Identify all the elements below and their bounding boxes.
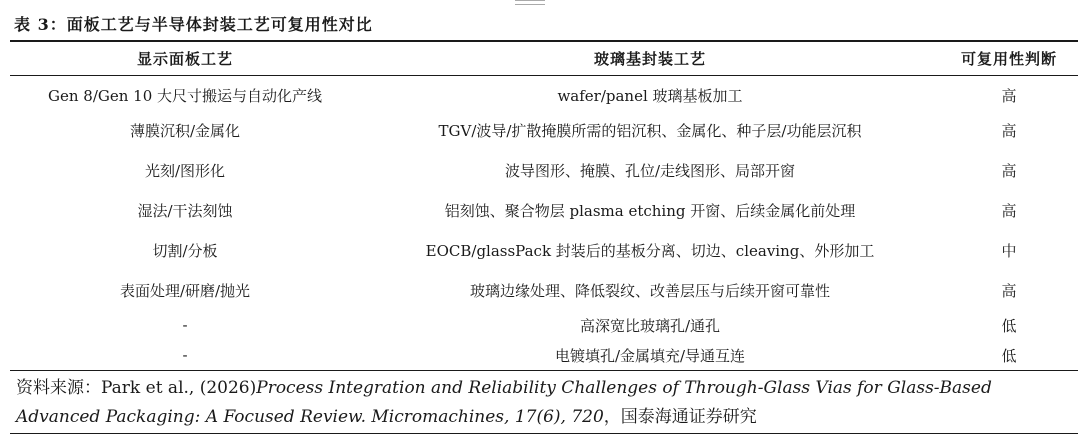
cell-reuse: 高 [1001, 161, 1017, 180]
source-suffix: ，国泰海通证券研究 [603, 407, 757, 427]
comparison-table [10, 43, 1078, 370]
column-header-panel: 显示面板工艺 [136, 50, 233, 68]
table-row [10, 310, 1078, 340]
table-row [10, 270, 1078, 310]
body-bottom-rule [10, 370, 1078, 371]
cell-glass: 高深宽比玻璃孔/通孔 [579, 316, 721, 335]
cell-panel: - [182, 346, 188, 364]
cell-reuse: 高 [1001, 86, 1017, 105]
table-row [10, 110, 1078, 150]
cell-panel: Gen 8/Gen 10 大尺寸搬运与自动化产线 [47, 86, 323, 105]
table-row [10, 80, 1078, 110]
cell-panel: 光刻/图形化 [144, 161, 226, 180]
cell-glass: EOCB/glassPack 封装后的基板分离、切边、cleaving、外形加工 [425, 241, 875, 260]
cell-panel: 薄膜沉积/金属化 [129, 121, 241, 140]
cell-glass: 铝刻蚀、聚合物层 plasma etching 开窗、后续金属化前处理 [444, 201, 856, 220]
table-row [10, 230, 1078, 270]
source-prefix: 资料来源：Park et al., (2026) [16, 378, 257, 398]
cell-glass: wafer/panel 玻璃基板加工 [557, 86, 743, 105]
source-note [16, 374, 1076, 432]
cell-reuse: 中 [1001, 241, 1017, 260]
cell-glass: 波导图形、掩膜、孔位/走线图形、局部开窗 [504, 161, 796, 180]
header-top-rule [10, 40, 1078, 42]
cell-reuse: 高 [1001, 201, 1017, 220]
table-title: 表 3：面板工艺与半导体封装工艺可复用性对比 [14, 15, 373, 34]
column-header-glass: 玻璃基封装工艺 [593, 50, 706, 68]
cell-reuse: 低 [1001, 346, 1017, 365]
top-border-fragment [515, 0, 545, 5]
cell-glass: TGV/波导/扩散掩膜所需的铝沉积、金属化、种子层/功能层沉积 [438, 121, 862, 140]
cell-panel: 表面处理/研磨/抛光 [119, 281, 251, 300]
table-row [10, 150, 1078, 190]
cell-reuse: 高 [1001, 281, 1017, 300]
cell-reuse: 高 [1001, 121, 1017, 140]
cell-panel: - [182, 316, 188, 334]
source-reference-title: Process Integration and Reliability Challenges of Through-Glass Vias for Glass-Based Advanced Packaging: A Focused Review. Micromachines, 17(6), 720 [16, 378, 992, 427]
cell-reuse: 低 [1001, 316, 1017, 335]
table-row [10, 340, 1078, 370]
cell-glass: 玻璃边缘处理、降低裂纹、改善层压与后续开窗可靠性 [469, 281, 830, 300]
cell-panel: 湿法/干法刻蚀 [137, 201, 233, 220]
table-row [10, 190, 1078, 230]
top-border [10, 0, 1078, 4]
column-header-reuse: 可复用性判断 [960, 50, 1057, 68]
cell-glass: 电镀填孔/金属填充/导通互连 [554, 346, 746, 365]
cell-panel: 切割/分板 [152, 241, 218, 260]
table-header-row [10, 43, 1078, 74]
footer-bottom-rule [10, 433, 1078, 434]
